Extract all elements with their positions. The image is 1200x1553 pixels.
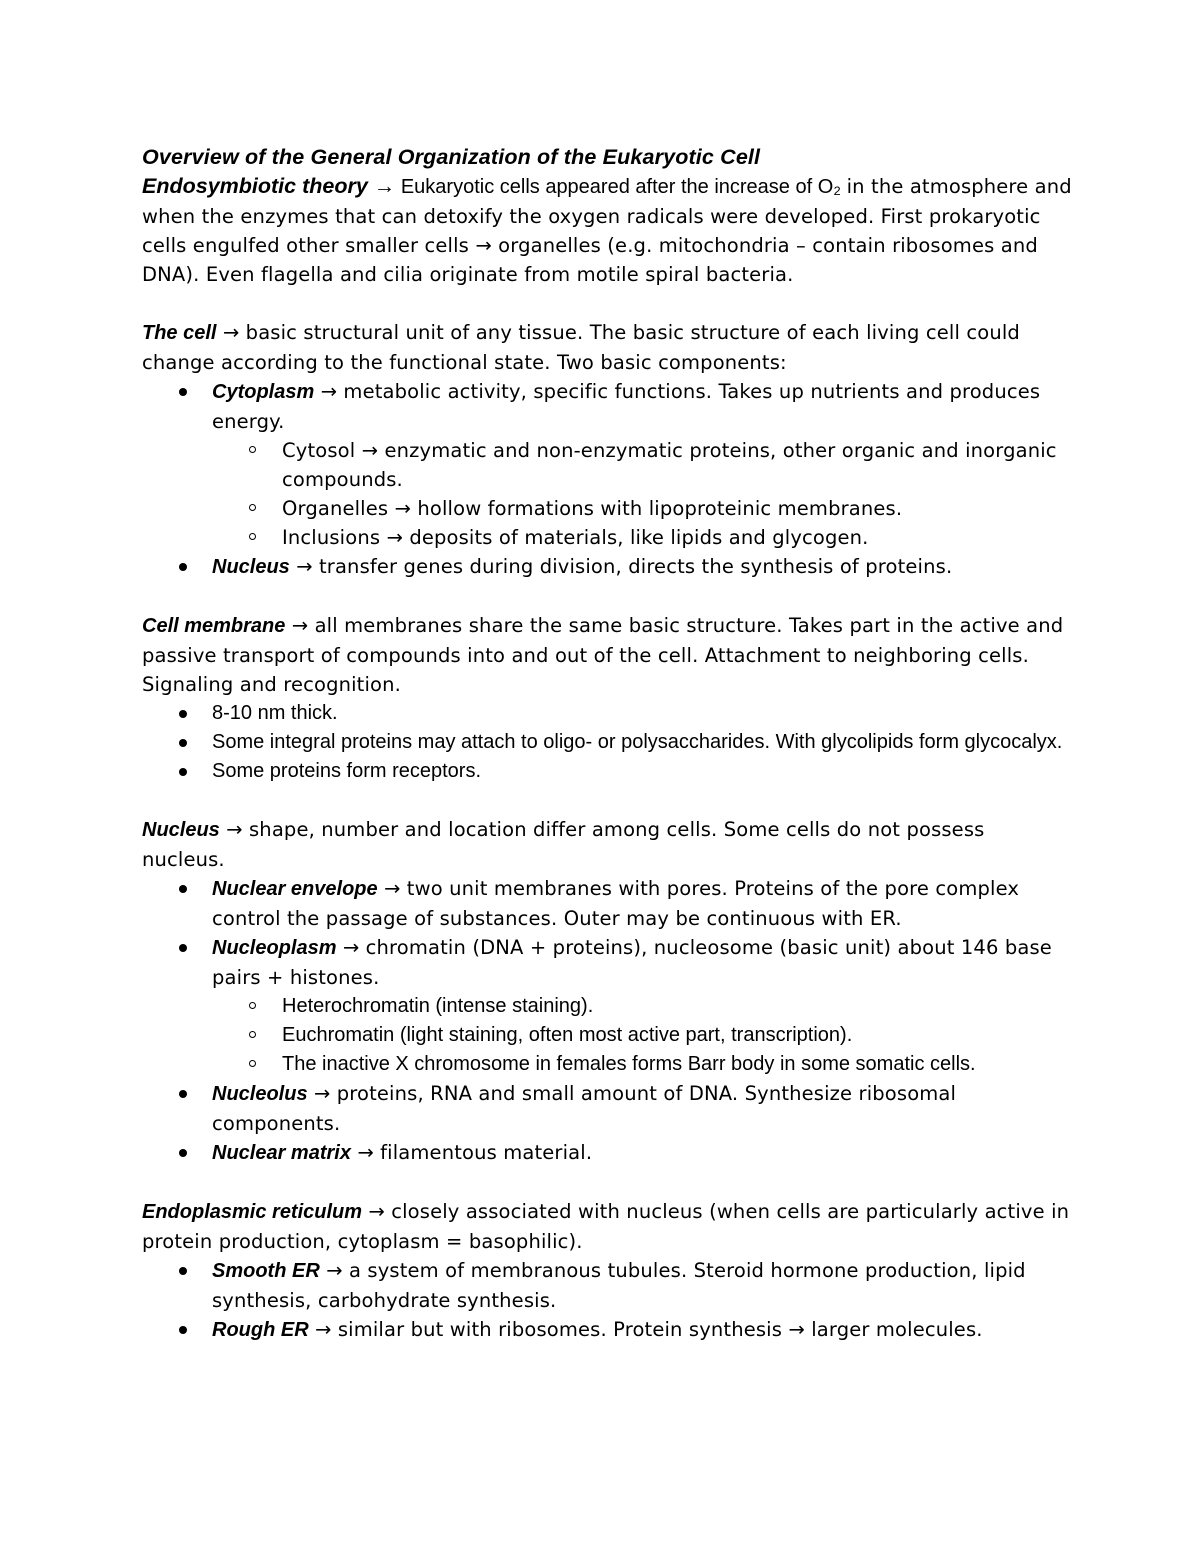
er-term: Endoplasmic reticulum bbox=[142, 1201, 363, 1223]
endosymbiotic-text-b: in the atmosphere and when the enzymes that can detoxify the oxygen radicals were developed. First prokaryotic cells engulfed other smaller cells → organelles (e.g. mitochondria – contain ribosomes and DNA). Even flagella and cilia originate from motile spiral bacteria. bbox=[142, 175, 1072, 286]
nuclear-envelope-term: Nuclear envelope bbox=[212, 878, 378, 900]
cell-term: The cell bbox=[142, 322, 217, 344]
list-item-nucleoplasm bbox=[142, 933, 1072, 1079]
nucleolus-term: Nucleolus bbox=[212, 1083, 308, 1105]
smooth-er-text: → a system of membranous tubules. Steroid hormone production, lipid synthesis, carbohydrate synthesis. bbox=[212, 1259, 1026, 1312]
list-item-rough-er bbox=[142, 1315, 1072, 1345]
list-item-nuclear-envelope bbox=[142, 874, 1072, 933]
sublist-item-euchromatin: Euchromatin (light staining, often most active part, transcription). bbox=[142, 1021, 1072, 1050]
sublist-item-cytosol: Cytosol → enzymatic and non-enzymatic proteins, other organic and inorganic compounds. bbox=[142, 436, 1072, 494]
cell-text: → basic structural unit of any tissue. The basic structure of each living cell could change according to the functional state. Two basic components: bbox=[142, 321, 1020, 374]
membrane-term: Cell membrane bbox=[142, 615, 286, 637]
nucleus-paragraph bbox=[142, 815, 1072, 874]
nucleus-item-term: Nucleus bbox=[212, 556, 290, 578]
spacer bbox=[142, 289, 1072, 318]
document-page bbox=[142, 143, 1072, 1345]
rough-er-text: → similar but with ribosomes. Protein synthesis → larger molecules. bbox=[308, 1318, 983, 1341]
nucleus-term: Nucleus bbox=[142, 819, 220, 841]
list-item-nucleolus bbox=[142, 1079, 1072, 1138]
membrane-paragraph bbox=[142, 611, 1072, 699]
sublist-item-barr-body: The inactive X chromosome in females forms Barr body in some somatic cells. bbox=[142, 1050, 1072, 1079]
sublist-item-inclusions: Inclusions → deposits of materials, like lipids and glycogen. bbox=[142, 523, 1072, 552]
spacer bbox=[142, 1168, 1072, 1197]
membrane-list bbox=[142, 699, 1072, 786]
spacer bbox=[142, 786, 1072, 815]
endosymbiotic-term: Endosymbiotic theory → bbox=[142, 174, 396, 198]
er-list bbox=[142, 1256, 1072, 1345]
sublist-item-heterochromatin: Heterochromatin (intense staining). bbox=[142, 992, 1072, 1021]
list-item-thickness: 8-10 nm thick. bbox=[142, 699, 1072, 728]
document-title: Overview of the General Organization of the Eukaryotic Cell bbox=[142, 145, 761, 169]
membrane-text: → all membranes share the same basic structure. Takes part in the active and passive transport of compounds into and out of the cell. Attachment to neighboring cells. Signaling and recognition. bbox=[142, 614, 1064, 696]
nucleoplasm-sublist bbox=[212, 992, 1072, 1079]
nuclear-matrix-text: → filamentous material. bbox=[350, 1141, 593, 1164]
list-item-nuclear-matrix bbox=[142, 1138, 1072, 1168]
nucleus-text: → shape, number and location differ among cells. Some cells do not possess nucleus. bbox=[142, 818, 985, 871]
er-text: → closely associated with nucleus (when cells are particularly active in protein production, cytoplasm = basophilic). bbox=[142, 1200, 1070, 1253]
cell-paragraph bbox=[142, 318, 1072, 377]
cytoplasm-text: → metabolic activity, specific functions. Takes up nutrients and produces energy. bbox=[212, 380, 1041, 433]
nucleoplasm-text: → chromatin (DNA + proteins), nucleosome (basic unit) about 146 base pairs + histones. bbox=[212, 936, 1052, 989]
list-item-integral-proteins: Some integral proteins may attach to oligo- or polysaccharides. With glycolipids form glycocalyx. bbox=[142, 728, 1072, 757]
rough-er-term: Rough ER bbox=[212, 1319, 309, 1341]
nuclear-matrix-term: Nuclear matrix bbox=[212, 1142, 351, 1164]
cytoplasm-term: Cytoplasm bbox=[212, 381, 315, 403]
cytoplasm-sublist bbox=[212, 436, 1072, 552]
nucleus-list bbox=[142, 874, 1072, 1168]
endosymbiotic-text-a: Eukaryotic cells appeared after the increase of O₂ bbox=[395, 176, 847, 198]
nuclear-envelope-text: → two unit membranes with pores. Proteins of the pore complex control the passage of substances. Outer may be continuous with ER. bbox=[212, 877, 1020, 930]
smooth-er-term: Smooth ER bbox=[212, 1260, 320, 1282]
list-item-smooth-er bbox=[142, 1256, 1072, 1315]
list-item-receptors: Some proteins form receptors. bbox=[142, 757, 1072, 786]
cell-components-list bbox=[142, 377, 1072, 582]
sublist-item-organelles: Organelles → hollow formations with lipoproteinic membranes. bbox=[142, 494, 1072, 523]
nucleus-item-text: → transfer genes during division, directs the synthesis of proteins. bbox=[289, 555, 953, 578]
er-paragraph bbox=[142, 1197, 1072, 1256]
spacer bbox=[142, 582, 1072, 611]
list-item-nucleus bbox=[142, 552, 1072, 582]
endosymbiotic-paragraph bbox=[142, 172, 1072, 289]
nucleolus-text: → proteins, RNA and small amount of DNA. Synthesize ribosomal components. bbox=[212, 1082, 957, 1135]
nucleoplasm-term: Nucleoplasm bbox=[212, 937, 337, 959]
list-item-cytoplasm bbox=[142, 377, 1072, 552]
